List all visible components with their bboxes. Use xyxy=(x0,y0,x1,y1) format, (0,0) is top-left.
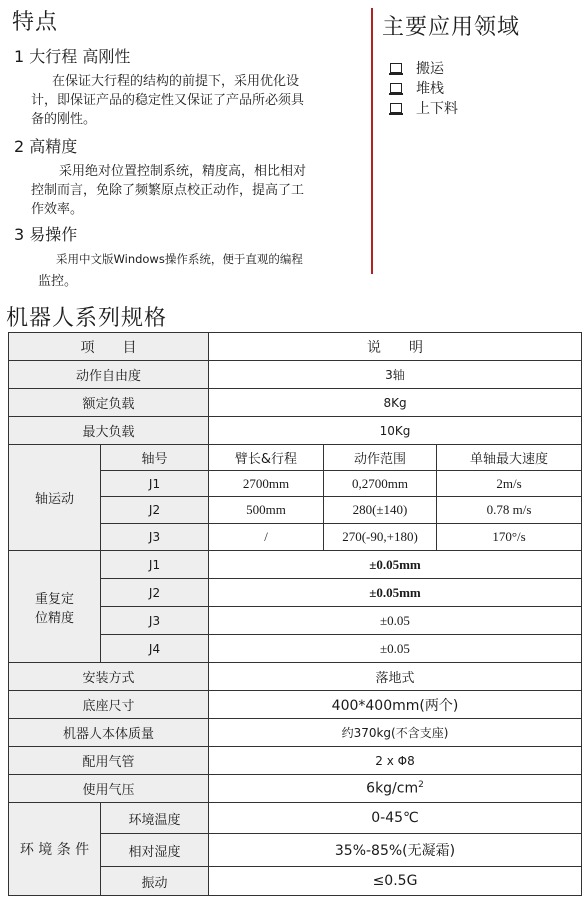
table-row xyxy=(9,389,582,417)
table-row xyxy=(9,747,582,775)
table-row xyxy=(9,417,582,445)
speed-cell: 170°/s xyxy=(437,524,582,551)
table-row xyxy=(9,663,582,691)
row-value: 8Kg xyxy=(209,389,582,417)
precision-value: ±0.05 xyxy=(209,607,582,635)
row-value: 约370kg(不含支座) xyxy=(209,719,582,747)
table-row xyxy=(9,691,582,719)
row-value: 400*400mm(两个) xyxy=(209,691,582,719)
applications-title: 主要应用领域 xyxy=(382,15,521,40)
applications-list xyxy=(390,58,458,118)
application-item: 上下料 xyxy=(390,98,458,118)
row-value: 10Kg xyxy=(209,417,582,445)
row-label: 额定负载 xyxy=(9,389,209,417)
specs-title: 机器人系列规格 xyxy=(6,306,168,331)
header-desc: 说 明 xyxy=(209,333,582,361)
row-value: 2 x Φ8 xyxy=(209,747,582,775)
feature-2-body: 采用绝对位置控制系统，精度高，相比相对 控制而言，免除了频繁原点校正动作，提高了工 作效率。 xyxy=(31,164,307,217)
arm-cell: 500mm xyxy=(209,497,324,524)
speed-cell: 0.78 m/s xyxy=(437,497,582,524)
env-item-value: 35%-85%(无凝霜) xyxy=(209,834,582,867)
table-row xyxy=(9,803,582,834)
arm-col-header: 臂长&行程 xyxy=(209,445,324,471)
arm-cell: / xyxy=(209,524,324,551)
table-row xyxy=(9,551,582,579)
speed-col-header: 单轴最大速度 xyxy=(437,445,582,471)
env-label: 环 境 条 件 xyxy=(9,803,101,896)
axis-cell: J2 xyxy=(101,579,209,607)
table-row xyxy=(9,445,582,471)
env-item-label: 振动 xyxy=(101,867,209,896)
precision-value: ±0.05mm xyxy=(209,551,582,579)
section-divider xyxy=(371,8,373,274)
range-cell: 0,2700mm xyxy=(324,471,437,497)
row-label: 最大负载 xyxy=(9,417,209,445)
computer-icon xyxy=(390,63,402,73)
row-label: 使用气压 xyxy=(9,775,209,803)
axis-cell: J4 xyxy=(101,635,209,663)
precision-value: ±0.05 xyxy=(209,635,582,663)
feature-2-title: 2 高精度 xyxy=(14,137,78,156)
feature-1-title: 1 大行程 高刚性 xyxy=(14,47,131,66)
table-row xyxy=(9,361,582,389)
application-item: 搬运 xyxy=(390,58,458,78)
row-label: 底座尺寸 xyxy=(9,691,209,719)
repeat-precision-label: 重复定 位精度 xyxy=(9,551,101,663)
range-cell: 270(-90,+180) xyxy=(324,524,437,551)
precision-value: ±0.05mm xyxy=(209,579,582,607)
application-item: 堆栈 xyxy=(390,78,458,98)
features-title: 特点 xyxy=(12,10,59,35)
axis-cell: J1 xyxy=(101,471,209,497)
row-value: $6kg/cm^2$ xyxy=(209,775,582,803)
env-item-label: 环境温度 xyxy=(101,803,209,834)
arm-cell: 2700mm xyxy=(209,471,324,497)
axis-col-header: 轴号 xyxy=(101,445,209,471)
table-row xyxy=(9,719,582,747)
axis-cell: J2 xyxy=(101,497,209,524)
header-item: 项 目 xyxy=(9,333,209,361)
table-row xyxy=(9,775,582,803)
axis-cell: J3 xyxy=(101,524,209,551)
env-item-value: ≤0.5G xyxy=(209,867,582,896)
axis-cell: J3 xyxy=(101,607,209,635)
feature-1-body: 在保证大行程的结构的前提下，采用优化设 计，即保证产品的稳定性又保证了产品所必须具 备的刚性。 xyxy=(31,74,305,127)
range-col-header: 动作范围 xyxy=(324,445,437,471)
range-cell: 280(±140) xyxy=(324,497,437,524)
feature-3-title: 3 易操作 xyxy=(14,225,78,244)
row-value: 落地式 xyxy=(209,663,582,691)
feature-3-line-2: 监控。 xyxy=(38,274,78,289)
computer-icon xyxy=(390,83,402,93)
table-header-row xyxy=(9,333,582,361)
row-label: 安装方式 xyxy=(9,663,209,691)
row-label: 机器人本体质量 xyxy=(9,719,209,747)
axis-motion-label: 轴运动 xyxy=(9,445,101,551)
axis-cell: J1 xyxy=(101,551,209,579)
specs-table xyxy=(8,332,582,896)
env-item-value: 0-45℃ xyxy=(209,803,582,834)
computer-icon xyxy=(390,103,402,113)
feature-3-line-1: 采用中文版Windows操作系统，便于直观的编程 xyxy=(56,252,303,266)
row-value: 3轴 xyxy=(209,361,582,389)
env-item-label: 相对湿度 xyxy=(101,834,209,867)
speed-cell: 2m/s xyxy=(437,471,582,497)
row-label: 配用气管 xyxy=(9,747,209,775)
row-label: 动作自由度 xyxy=(9,361,209,389)
